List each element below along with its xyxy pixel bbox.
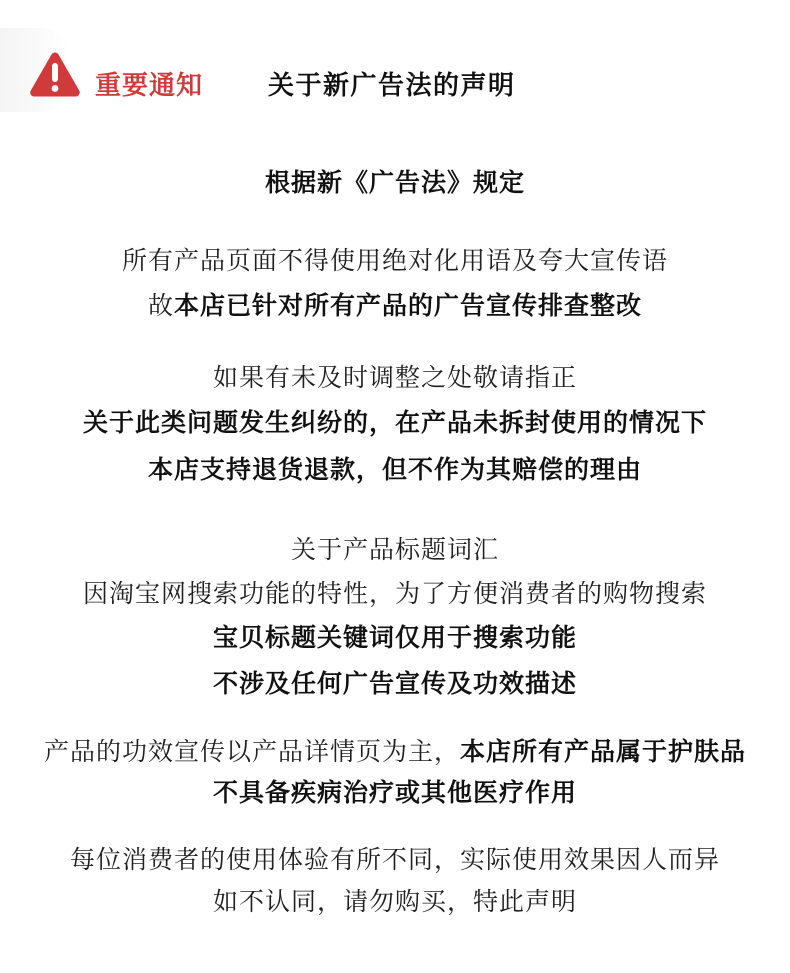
titles-line-1: 关于产品标题词汇 xyxy=(290,535,499,564)
rule-line-2-lead: 故 xyxy=(147,291,174,320)
titles-line-4: 不涉及任何广告宣传及功效描述 xyxy=(212,669,577,698)
efficacy-line-1-emphasis: 本店所有产品属于护肤品 xyxy=(460,737,747,766)
intro-line: 根据新《广告法》规定 xyxy=(264,168,525,197)
warning-icon xyxy=(29,50,81,98)
rule-line-1: 所有产品页面不得使用绝对化用语及夸大宣传语 xyxy=(121,246,668,275)
rule-line-2-emphasis: 本店已针对所有产品的广告宣传排查整改 xyxy=(174,291,643,320)
efficacy-line-1 xyxy=(0,736,790,768)
important-notice-badge: 重要通知 xyxy=(95,71,204,101)
correction-line-1: 如果有未及时调整之处敬请指正 xyxy=(212,363,577,392)
titles-line-2: 因淘宝网搜索功能的特性，为了方便消费者的购物搜索 xyxy=(82,579,707,608)
efficacy-line-2: 不具备疾病治疗或其他医疗作用 xyxy=(212,778,577,807)
titles-line-3: 宝贝标题关键词仅用于搜索功能 xyxy=(212,623,577,652)
rule-line-2 xyxy=(0,290,790,322)
correction-line-2: 关于此类问题发生纠纷的，在产品未拆封使用的情况下 xyxy=(82,408,707,437)
page-title: 关于新广告法的声明 xyxy=(268,71,516,101)
closing-line-2: 如不认同，请勿购买，特此声明 xyxy=(212,887,577,916)
closing-line-1: 每位消费者的使用体验有所不同，实际使用效果因人而异 xyxy=(69,845,720,874)
efficacy-line-1-lead: 产品的功效宣传以产品详情页为主， xyxy=(43,737,460,766)
correction-line-3: 本店支持退货退款，但不作为其赔偿的理由 xyxy=(147,455,642,484)
